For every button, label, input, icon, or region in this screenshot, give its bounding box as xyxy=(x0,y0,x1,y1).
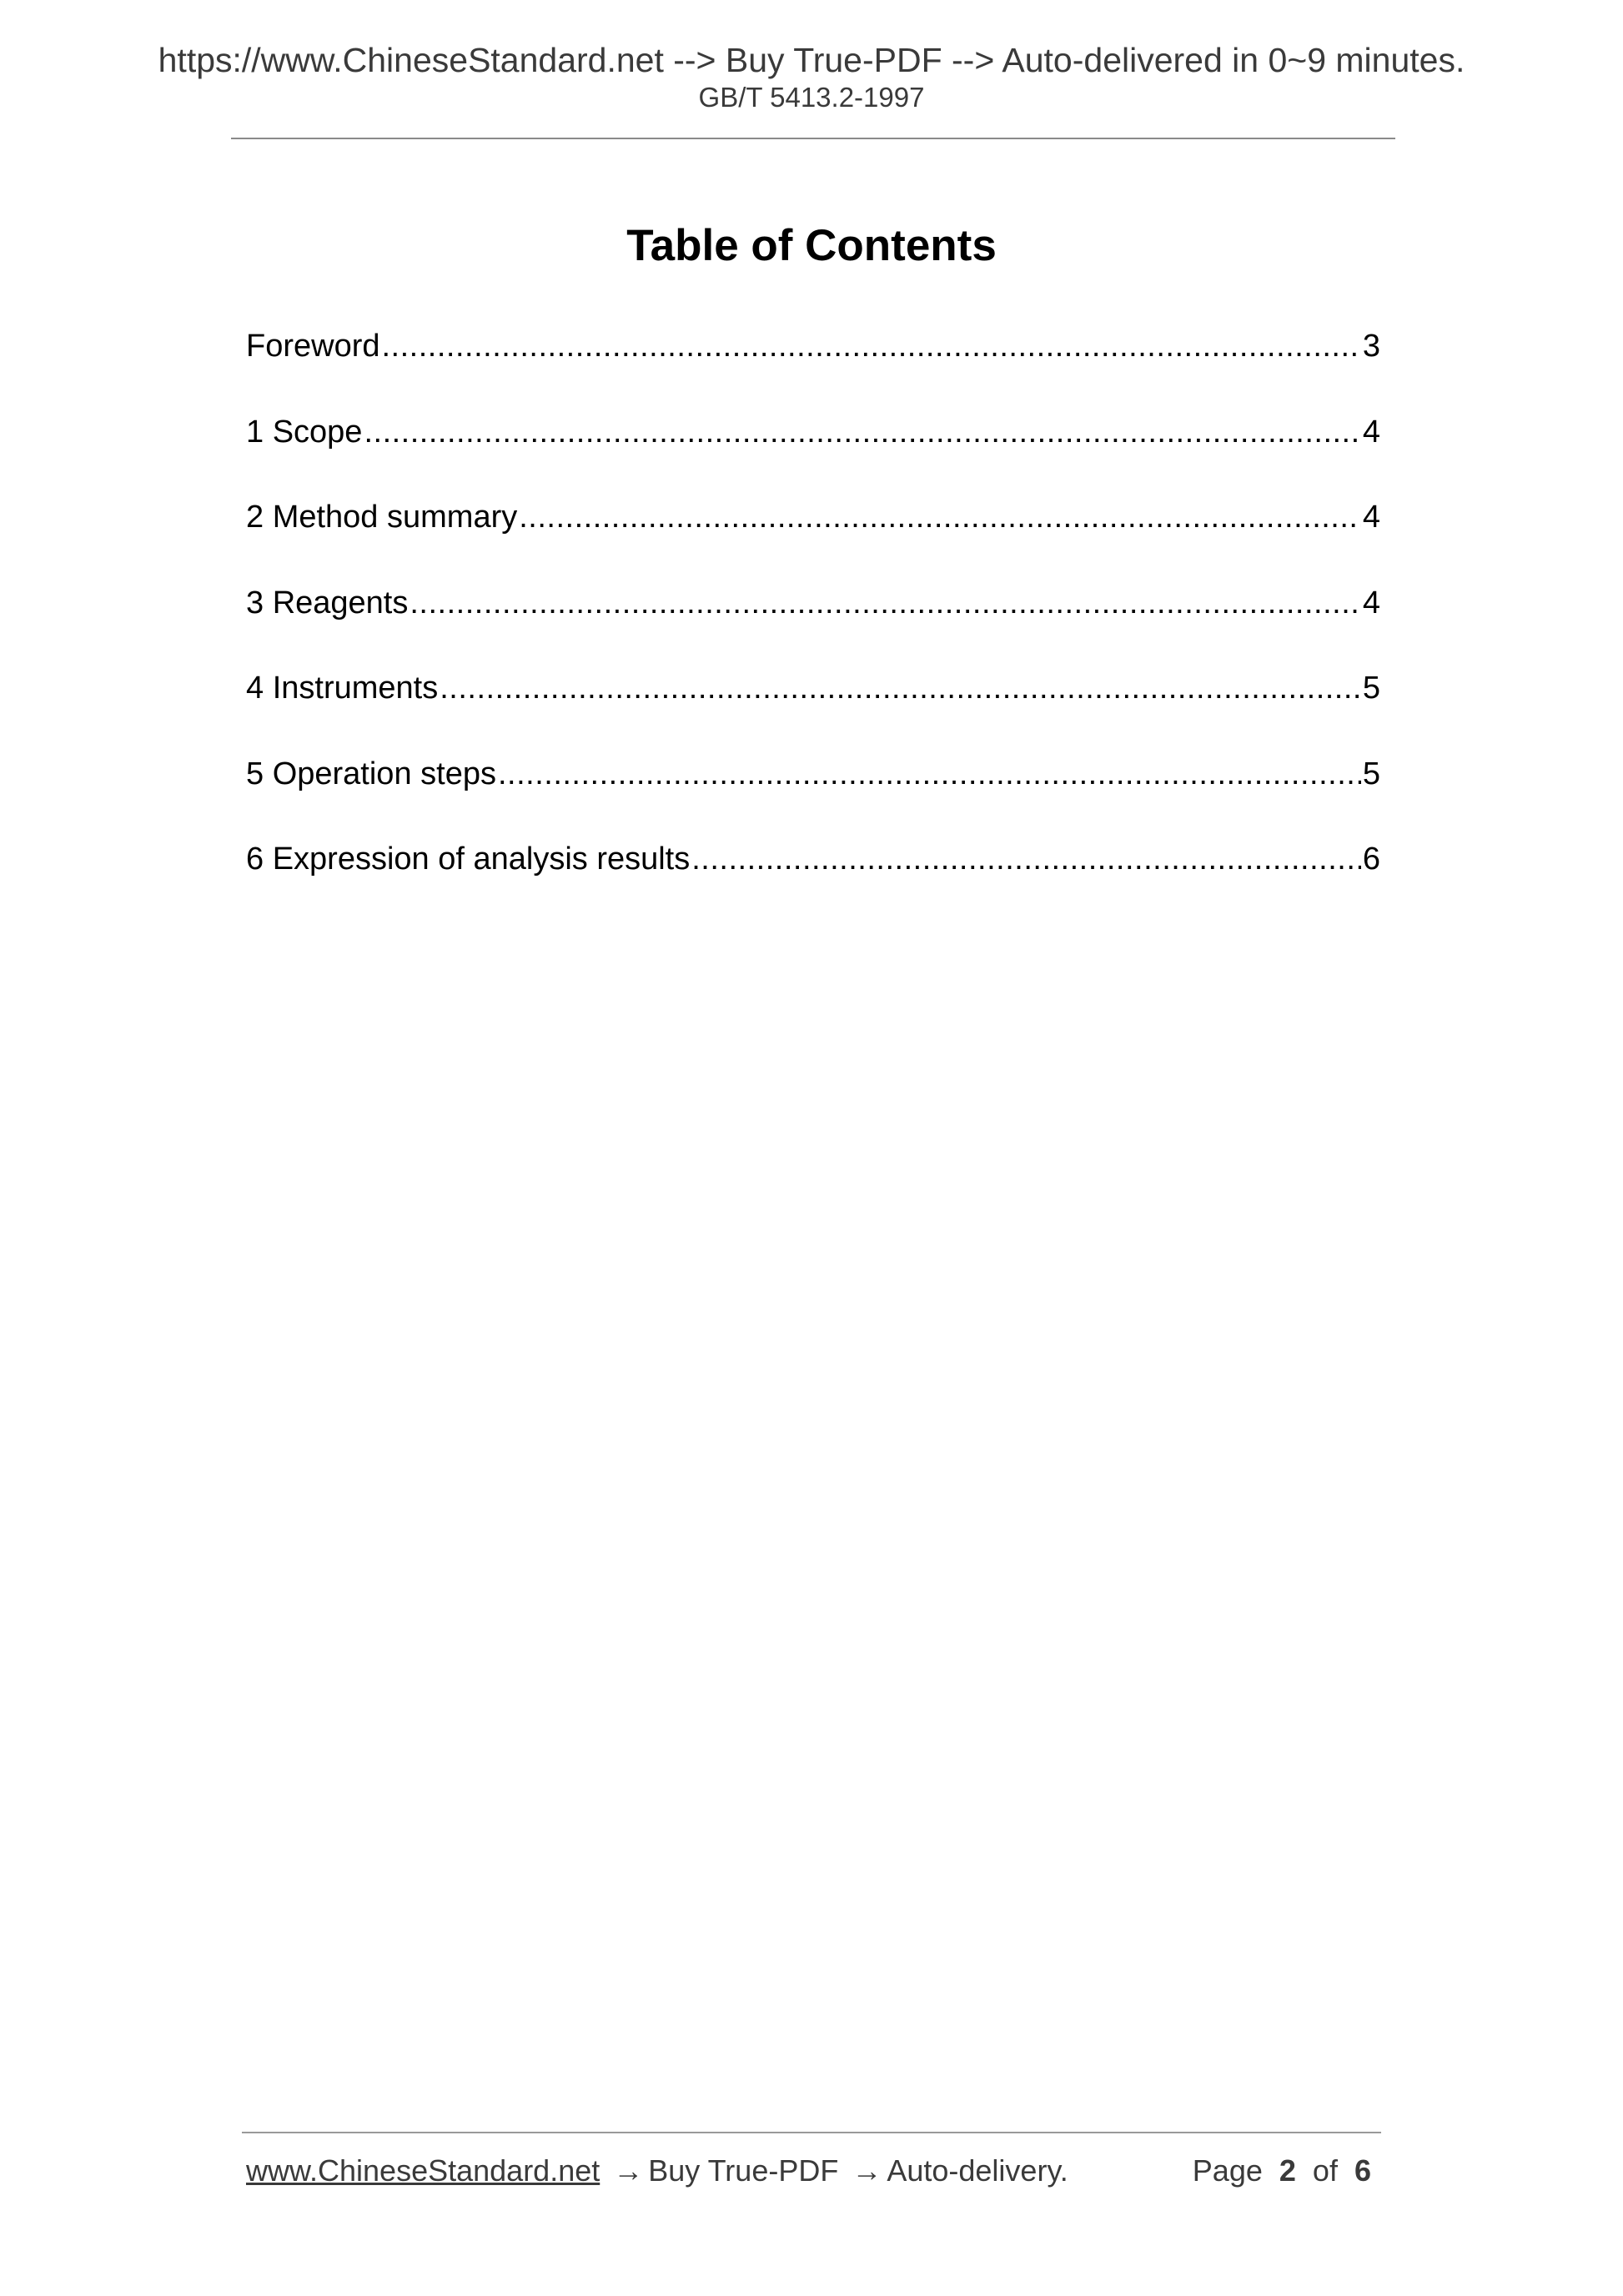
toc-entry-page: 5 xyxy=(1362,756,1380,791)
page-indicator xyxy=(1192,2153,1371,2188)
of-word: of xyxy=(1312,2153,1338,2188)
standard-code: GB/T 5413.2-1997 xyxy=(698,82,925,113)
toc-entry-instruments[interactable] xyxy=(246,669,1380,755)
toc-entry-scope[interactable] xyxy=(246,413,1380,499)
toc-entry-label: 2 Method summary xyxy=(246,500,518,535)
page-word: Page xyxy=(1192,2153,1263,2188)
toc-entry-page: 4 xyxy=(1362,585,1380,620)
toc-list xyxy=(246,327,1380,926)
top-banner[interactable]: https://www.ChineseStandard.net --> Buy True-PDF --> Auto-delivered in 0~9 minutes. xyxy=(158,41,1465,79)
toc-entry-page: 6 xyxy=(1362,842,1380,877)
toc-dot-leader xyxy=(410,584,1360,622)
toc-title: Table of Contents xyxy=(626,220,997,270)
total-pages-number: 6 xyxy=(1354,2153,1371,2188)
toc-entry-foreword[interactable] xyxy=(246,327,1380,413)
toc-dot-leader xyxy=(519,498,1361,536)
toc-entry-label: 1 Scope xyxy=(246,414,363,450)
footer-delivery-text: Auto-delivery. xyxy=(887,2153,1068,2188)
header-divider xyxy=(231,138,1395,139)
toc-entry-page: 3 xyxy=(1362,329,1380,364)
toc-dot-leader xyxy=(364,413,1360,451)
arrow-right-icon: → xyxy=(613,2153,644,2188)
toc-entry-expression-of-results[interactable] xyxy=(246,840,1380,926)
toc-entry-method-summary[interactable] xyxy=(246,498,1380,584)
toc-entry-label: 5 Operation steps xyxy=(246,756,496,791)
toc-dot-leader xyxy=(382,327,1361,365)
current-page-number: 2 xyxy=(1279,2153,1296,2188)
toc-entry-reagents[interactable] xyxy=(246,584,1380,670)
toc-entry-page: 5 xyxy=(1362,671,1380,706)
toc-entry-label: Foreword xyxy=(246,329,380,364)
toc-entry-operation-steps[interactable] xyxy=(246,755,1380,841)
arrow-right-icon: → xyxy=(852,2153,882,2188)
toc-dot-leader xyxy=(440,669,1361,707)
footer-site-link[interactable]: www.ChineseStandard.net xyxy=(246,2153,600,2188)
toc-entry-label: 6 Expression of analysis results xyxy=(246,842,691,877)
toc-entry-label: 4 Instruments xyxy=(246,671,439,706)
toc-dot-leader xyxy=(691,840,1361,878)
toc-entry-page: 4 xyxy=(1362,500,1380,535)
toc-dot-leader xyxy=(498,755,1361,793)
footer-divider xyxy=(242,2132,1381,2133)
footer-buy-text: Buy True-PDF xyxy=(648,2153,839,2188)
toc-entry-label: 3 Reagents xyxy=(246,585,409,620)
toc-entry-page: 4 xyxy=(1362,414,1380,450)
page-footer xyxy=(246,2153,1381,2188)
